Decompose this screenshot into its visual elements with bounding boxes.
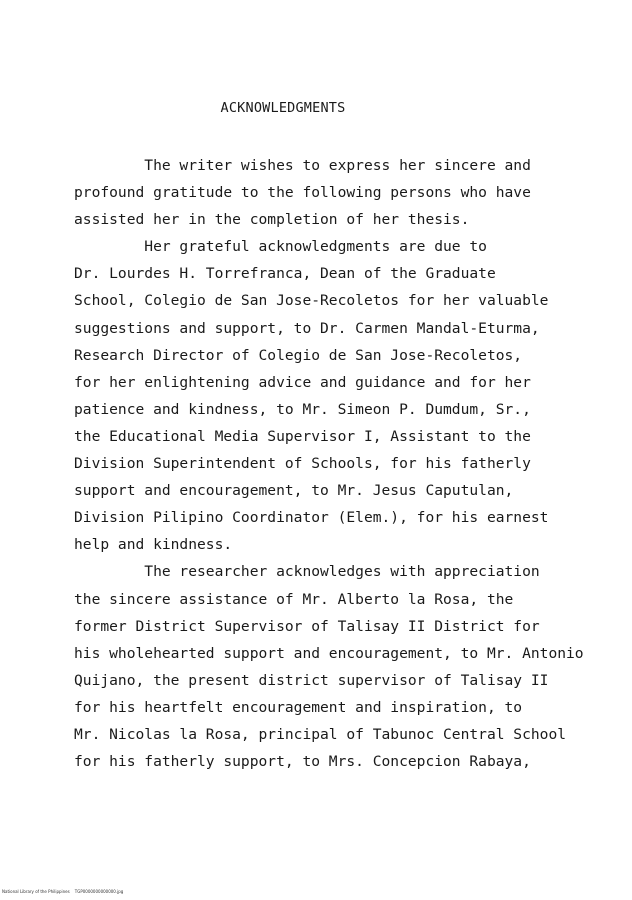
text-line: former District Supervisor of Talisay II District for bbox=[74, 617, 540, 635]
scan-footer: National Library of the Philippines TGP0000000000000.jpg bbox=[2, 889, 124, 894]
page-title: ACKNOWLEDGMENTS bbox=[220, 100, 346, 116]
text-line: patience and kindness, to Mr. Simeon P. Dumdum, Sr., bbox=[74, 400, 531, 418]
text-line: School, Colegio de San Jose-Recoletos for her valuable bbox=[74, 292, 549, 310]
text-line: his wholehearted support and encouragement, to Mr. Antonio bbox=[74, 644, 584, 662]
text-line: Dr. Lourdes H. Torrefranca, Dean of the Graduate bbox=[74, 265, 496, 283]
text-line: for her enlightening advice and guidance and for her bbox=[74, 373, 531, 391]
text-line: help and kindness. bbox=[74, 536, 233, 554]
text-line: Division Superintendent of Schools, for his fatherly bbox=[74, 455, 531, 473]
text-line: Her grateful acknowledgments are due to bbox=[74, 238, 487, 256]
text-line: the Educational Media Supervisor I, Assistant to the bbox=[74, 427, 531, 445]
text-line: assisted her in the completion of her thesis. bbox=[74, 211, 470, 229]
text-line: Research Director of Colegio de San Jose-Recoletos, bbox=[74, 346, 523, 364]
text-line: the sincere assistance of Mr. Alberto la Rosa, the bbox=[74, 590, 514, 608]
text-line: The writer wishes to express her sincere and bbox=[74, 157, 531, 174]
text-line: Quijano, the present district supervisor of Talisay II bbox=[74, 671, 549, 689]
text-line: for his heartfelt encouragement and inspiration, to bbox=[74, 698, 523, 716]
text-line: suggestions and support, to Dr. Carmen Mandal-Eturma, bbox=[74, 319, 540, 337]
text-line: support and encouragement, to Mr. Jesus Caputulan, bbox=[74, 482, 514, 500]
text-line: Mr. Nicolas la Rosa, principal of Tabunoc Central School bbox=[74, 725, 567, 743]
text-line: profound gratitude to the following persons who have bbox=[74, 184, 531, 202]
text-line: Division Pilipino Coordinator (Elem.), for his earnest bbox=[74, 509, 549, 527]
text-line: for his fatherly support, to Mrs. Concepcion Rabaya, bbox=[74, 753, 531, 771]
body-text bbox=[74, 152, 614, 775]
text-line: The researcher acknowledges with appreciation bbox=[74, 563, 540, 581]
